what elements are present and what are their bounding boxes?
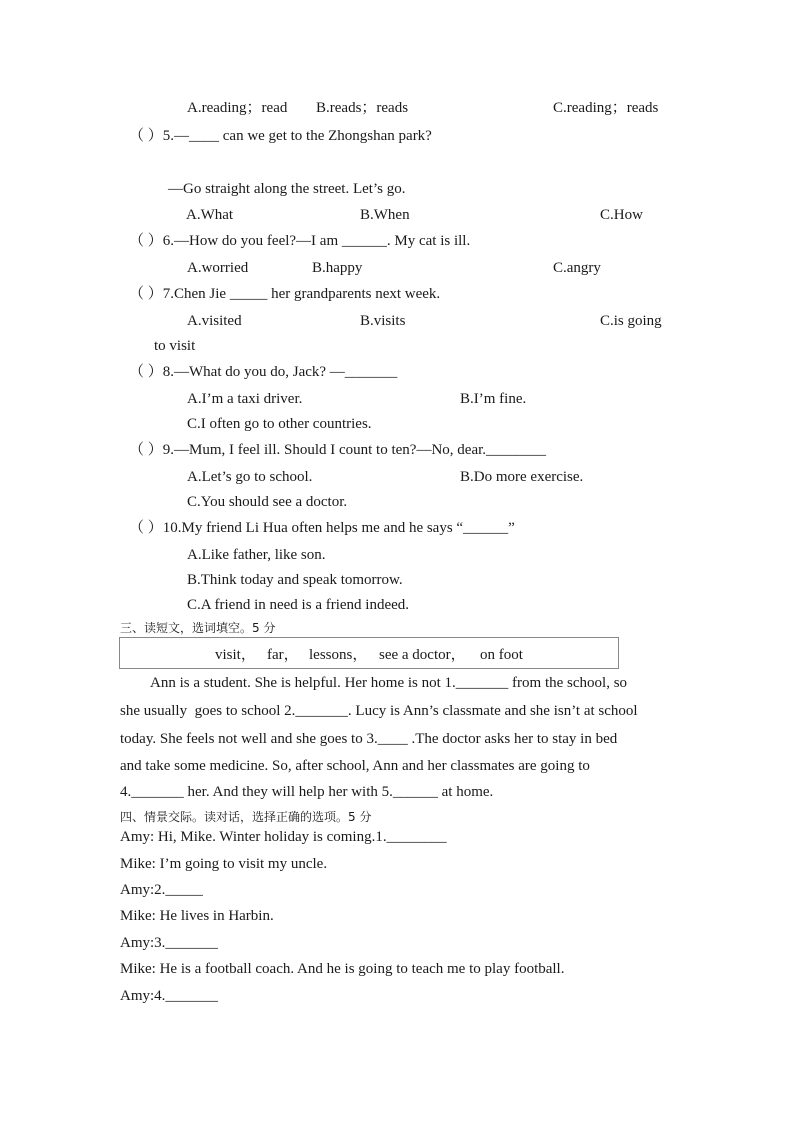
- passage-line: 4._______ her. And they will help her with 5.______ at home.: [120, 784, 494, 800]
- q4-option-a: A.reading；read: [187, 100, 288, 116]
- q4-option-b: B.reads；reads: [316, 100, 409, 116]
- passage-line: and take some medicine. So, after school, Ann and her classmates are going to: [120, 758, 590, 774]
- passage-line: Ann is a student. She is helpful. Her home is not 1._______ from the school, so: [150, 675, 628, 691]
- q10-stem: （ ）10.My friend Li Hua often helps me and he says “______”: [129, 520, 515, 536]
- q5-option-b: B.When: [360, 207, 410, 223]
- q9-stem: （ ）9.—Mum, I feel ill. Should I count to ten?—No, dear.________: [129, 442, 547, 458]
- dialogue-line: Mike: He is a football coach. And he is going to teach me to play football.: [120, 961, 565, 977]
- q8-stem: （ ）8.—What do you do, Jack? —_______: [129, 364, 398, 380]
- section4-heading: 四、情景交际。读对话，选择正确的选项。5 分: [120, 810, 372, 824]
- passage-line: she usually goes to school 2._______. Lucy is Ann’s classmate and she isn’t at school: [120, 703, 638, 719]
- q5-reply: —Go straight along the street. Let’s go.: [168, 181, 406, 197]
- q6-option-a: A.worried: [187, 260, 249, 276]
- q5-option-a: A.What: [186, 207, 234, 223]
- q10-option-a: A.Like father, like son.: [187, 547, 326, 563]
- q6-option-b: B.happy: [312, 260, 363, 276]
- word-bank-item: visit，: [215, 647, 256, 663]
- q7-option-c: C.is going: [600, 313, 662, 329]
- q7-option-c-continued: to visit: [154, 338, 196, 354]
- q6-option-c: C.angry: [553, 260, 601, 276]
- q7-option-a: A.visited: [187, 313, 242, 329]
- word-bank-box: [119, 637, 619, 669]
- q5-stem: （ ）5.—____ can we get to the Zhongshan park?: [129, 128, 432, 144]
- q9-option-a: A.Let’s go to school.: [187, 469, 313, 485]
- dialogue-line: Amy: Hi, Mike. Winter holiday is coming.1.________: [120, 829, 447, 845]
- dialogue-line: Amy:2._____: [120, 882, 203, 898]
- word-bank-item: see a doctor，: [379, 647, 466, 663]
- word-bank-item: on foot: [480, 647, 523, 663]
- q9-option-c: C.You should see a doctor.: [187, 494, 348, 510]
- q7-option-b: B.visits: [360, 313, 406, 329]
- word-bank-item: lessons，: [309, 647, 368, 663]
- q8-option-c: C.I often go to other countries.: [187, 416, 372, 432]
- q8-option-b: B.I’m fine.: [460, 391, 527, 407]
- dialogue-line: Amy:4._______: [120, 988, 218, 1004]
- q8-option-a: A.I’m a taxi driver.: [187, 391, 303, 407]
- q9-option-b: B.Do more exercise.: [460, 469, 584, 485]
- word-bank-item: far，: [267, 647, 299, 663]
- dialogue-line: Amy:3._______: [120, 935, 218, 951]
- q4-option-c: C.reading；reads: [553, 100, 659, 116]
- dialogue-line: Mike: He lives in Harbin.: [120, 908, 274, 924]
- passage-line: today. She feels not well and she goes to 3.____ .The doctor asks her to stay in bed: [120, 731, 618, 747]
- q10-option-b: B.Think today and speak tomorrow.: [187, 572, 403, 588]
- q10-option-c: C.A friend in need is a friend indeed.: [187, 597, 410, 613]
- q7-stem: （ ）7.Chen Jie _____ her grandparents next week.: [129, 286, 441, 302]
- dialogue-line: Mike: I’m going to visit my uncle.: [120, 856, 328, 872]
- q5-option-c: C.How: [600, 207, 643, 223]
- q6-stem: （ ）6.—How do you feel?—I am ______. My cat is ill.: [129, 233, 471, 249]
- section3-heading: 三、读短文，选词填空。5 分: [120, 621, 276, 635]
